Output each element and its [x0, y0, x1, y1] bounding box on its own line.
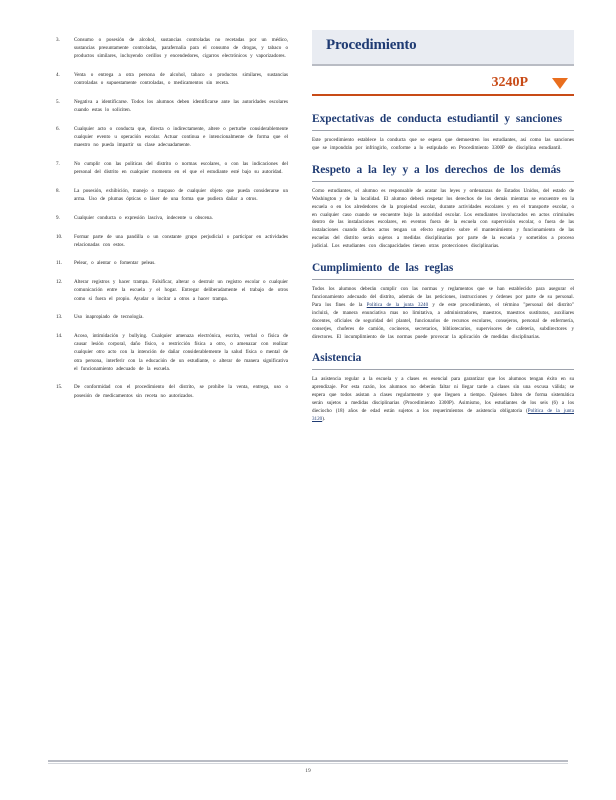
policy-3240-link[interactable]: Política de la junta 3240	[366, 301, 429, 308]
item-number: 3.	[56, 37, 60, 43]
item-text: Acoso, intimidación y bullying. Cualquier amenaza electrónica, escrita, verbal o física de causar lesión corporal, daño físico, o restricción física a otro, o amenazar con realizar cualquier otro acto con la intención de dañar considerablemente la salud física o mental de otra persona, interferir con la educación de un estudiante, o alterar de manera significativa el funcionamiento adecuado de la escuela.	[74, 332, 288, 372]
section-respect-law	[312, 163, 574, 251]
item-text: Consumo o posesión de alcohol, sustancias controladas no recetadas por un médico, sustancias presuntamente controladas, parafernalia para el consumo de drogas, y tabaco o productos similares, incluyendo cerillos y encendedores, cigarros electrónicos y vaporizadores.	[74, 37, 288, 60]
list-item	[56, 71, 288, 87]
item-number: 14.	[56, 332, 63, 339]
section-body	[312, 376, 574, 423]
divider	[312, 94, 574, 96]
item-number: 6.	[56, 125, 60, 132]
item-text: Venta o entrega a otra persona de alcohol, tabaco o productos similares, sustancias controladas o supuestamente controladas, o medicamentos sin receta.	[74, 72, 288, 87]
left-column	[56, 36, 288, 410]
section-body: Como estudiantes, el alumno es responsable de acatar las leyes y ordenanzas de Estados Unidos, del estado de Washington y de la localidad. El alumno deberá respetar los derechos de los demás mientras se encuentre en la escuela o en los alrededores de la propiedad escolar, durante actividades escolares y en el transporte escolar, o en cualquier caso cuando se encuentre bajo la autoridad escolar. Los estudiantes involucrados en actos criminales dentro de las instalaciones escolares, en eventos fuera de la escuela con supervisión escolar, o fuera de las instalaciones cuando dichos actos tengan un efecto negativo sobre el mantenimiento y funcionamiento de las escuelas del distrito serán sujetos a medidas disciplinarias por parte de la escuela y sometidos a proceso judicial. Los estudiantes con discapacidades tienen otras protecciones disciplinarias.	[312, 187, 574, 250]
item-text: De conformidad con el procedimiento del distrito, se prohíbe la venta, entrega, uso o posesión de medicamentos sin receta no autorizados.	[74, 384, 288, 399]
item-number: 5.	[56, 99, 60, 106]
item-text: Uso inapropiado de tecnología.	[74, 314, 144, 321]
item-number: 15.	[56, 384, 63, 391]
section-heading: Cumplimiento de las reglas	[312, 261, 574, 280]
item-text: La posesión, exhibición, manejo o traspaso de cualquier objeto que pueda considerarse un arma. Uso de plumas ópticas o láser de una forma que pudiera dañar a otros.	[74, 187, 288, 203]
body-text-start: Todos los alumnos deberán cumplir con las normas y reglamentos que se han establecido para asegurar el funcionamiento adecuado del distrito, además de las peticiones, instrucciones y órdenes por parte de su personal. Para los fines de la	[312, 286, 574, 308]
item-number: 4.	[56, 72, 60, 79]
section-rule-compliance	[312, 261, 574, 341]
triangle-down-icon	[552, 78, 568, 89]
section-attendance	[312, 351, 574, 423]
footer-divider-thin	[48, 763, 568, 764]
policy-3120-link[interactable]: Política de la junta 3120	[312, 408, 574, 422]
item-text: Cualquier acto o conducta que, directa o indirectamente, altere o perturbe considerablemente cualquier evento u operación escolar. Actuar continua e intencionalmente de forma que el maestro no pueda impartir su clase adecuadamente.	[74, 125, 288, 149]
item-number: 7.	[56, 161, 60, 168]
list-item	[56, 332, 288, 373]
list-item	[56, 259, 288, 267]
list-item	[56, 98, 288, 114]
page-title: Procedimiento	[326, 37, 417, 53]
list-item	[56, 125, 288, 150]
item-text: Alterar registros y hacer trampa. Falsificar, alterar o destruir un registro escolar o cualquier comunicación entre la escuela y el hogar. Entregar deliberadamente el trabajo de otros como si fuera el propio. Ayudar o incitar a otros a hacer trampa.	[74, 279, 288, 302]
list-item	[56, 36, 288, 61]
list-item	[56, 233, 288, 249]
list-item	[56, 160, 288, 176]
rules-list	[56, 36, 288, 400]
list-item	[56, 383, 288, 399]
body-text-start: La asistencia regular a la escuela y a clases es esencial para garantizar que los alumnos tengan éxito en su aprendizaje. Por esta razón, los alumnos no deberán faltar ni llegar tarde a clases sin una excusa válida; se espera que todos asistan a clases regularmente y que lleguen a tiempo. Quienes falten de forma sistemática serán sujetos a medidas disciplinarias (Procedimiento 3300P). Asimismo, los estudiantes de los seis (6) a los dieciocho (18) años de edad están sujetos a los requerimientos de asistencia obligatoria (	[312, 376, 574, 415]
item-number: 10.	[56, 233, 63, 240]
item-text: No cumplir con las políticas del distrito o normas escolares, o con las indicaciones del personal del distrito en cualquier momento en el que el estudiante esté bajo su autoridad.	[74, 161, 288, 176]
right-column	[312, 30, 574, 424]
item-text: Formar parte de una pandilla o un constante grupo perjudicial o participar en actividades relacionadas con estos.	[74, 233, 288, 248]
body-text-end: ).	[322, 415, 326, 422]
list-item	[56, 278, 288, 303]
list-item	[56, 214, 288, 222]
section-heading: Asistencia	[312, 351, 574, 370]
section-body: Este procedimiento establece la conducta que se espera que demuestren los estudiantes, así como las sanciones que se impondrán por infringirlo, conforme a lo estipulado en Procedimiento 3300P de disciplina estudiantil.	[312, 137, 574, 151]
list-item	[56, 313, 288, 321]
section-heading: Expectativas de conducta estudiantil y sanciones	[312, 112, 574, 131]
footer-divider	[48, 760, 568, 762]
item-text: Pelear, o alentar o fomentar peleas.	[74, 260, 156, 267]
item-number: 12.	[56, 279, 63, 286]
item-number: 9.	[56, 214, 60, 221]
page-number: 19	[305, 768, 311, 774]
procedure-banner	[312, 30, 574, 66]
section-expectations	[312, 112, 574, 153]
item-text: Cualquier conducta o expresión lasciva, indecente u obscena.	[74, 214, 213, 221]
section-heading: Respeto a la ley y a los derechos de los demás	[312, 163, 574, 182]
section-body	[312, 286, 574, 341]
body-text-end: y de este procedimiento, el término "personal del distrito" incluirá, de manera enunciativa mas no limitativa, a administradores, maestros, maestros sustitutos, auxiliares docentes, oficiales de seguridad del plantel, funcionarios de recursos escolares, consejeros, personal de enfermería, conserjes, choferes de camión, cocineros, secretarios, bibliotecarios, supervisores de cafetería, subdirectores y directores. El incumplimiento de las normas puede provocar la aplicación de medidas disciplinarias.	[312, 301, 574, 340]
item-number: 8.	[56, 187, 60, 194]
procedure-code-row	[312, 66, 574, 100]
item-number: 13.	[56, 314, 63, 321]
item-text: Negativa a identificarse. Todos los alumnos deben identificarse ante las autoridades escolares cuando estas lo soliciten.	[74, 99, 288, 114]
item-number: 11.	[56, 260, 63, 267]
procedure-code: 3240P	[491, 75, 528, 90]
list-item	[56, 187, 288, 203]
